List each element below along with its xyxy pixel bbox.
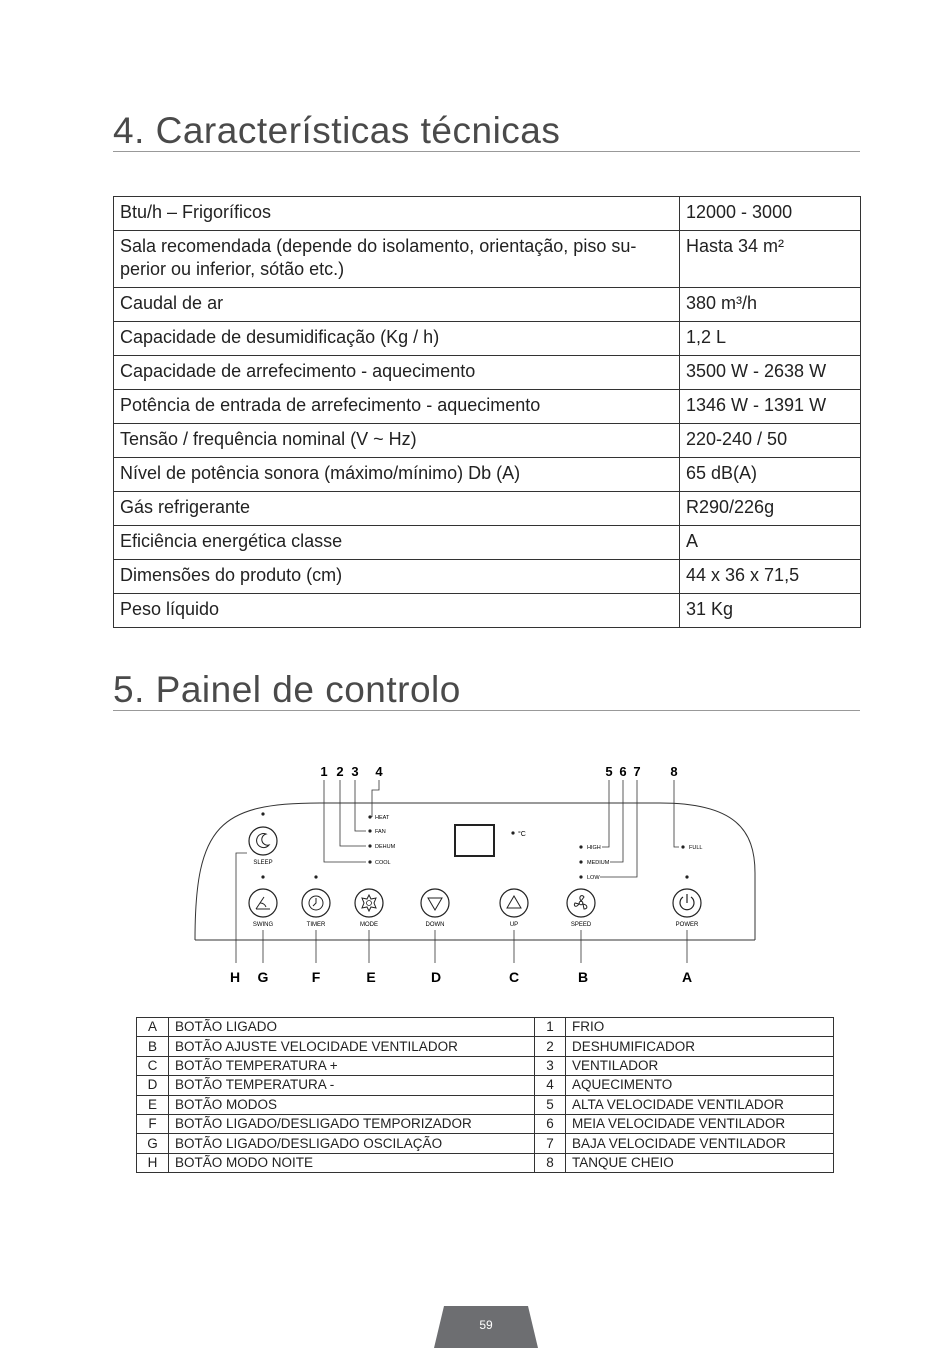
spec-value: 1346 W - 1391 W <box>680 390 861 424</box>
spec-label: Tensão / frequência nominal (V ~ Hz) <box>114 424 680 458</box>
legend-description: BOTÃO MODO NOITE <box>169 1153 535 1172</box>
legend-number: 6 <box>535 1114 566 1133</box>
down-button[interactable] <box>421 889 449 917</box>
temperature-display <box>455 825 494 856</box>
legend-letter: G <box>137 1134 169 1153</box>
triangle-up-icon <box>507 896 521 908</box>
spec-value: 31 Kg <box>680 594 861 628</box>
spec-row <box>114 356 861 390</box>
indicator-medium: MEDIUM <box>587 860 610 866</box>
letter-e: E <box>366 969 376 985</box>
power-icon <box>680 894 694 910</box>
legend-description: BOTÃO LIGADO/DESLIGADO TEMPORIZADOR <box>169 1114 535 1133</box>
legend-row <box>137 1076 834 1095</box>
legend-meaning: ALTA VELOCIDADE VENTILADOR <box>566 1095 834 1114</box>
sleep-button[interactable] <box>249 827 277 855</box>
moon-icon <box>257 834 269 848</box>
spec-label: Peso líquido <box>114 594 680 628</box>
spec-label: Nível de potência sonora (máximo/mínimo) Db (A) <box>114 458 680 492</box>
indicator-full: FULL <box>689 845 703 851</box>
legend-row <box>137 1114 834 1133</box>
number-5: 5 <box>605 764 613 779</box>
power-button[interactable] <box>673 889 701 917</box>
timer-label: TIMER <box>306 922 326 928</box>
spec-value: Hasta 34 m² <box>680 231 861 288</box>
legend-letter: E <box>137 1095 169 1114</box>
triangle-down-icon <box>428 898 442 910</box>
letter-c: C <box>508 969 520 985</box>
number-7: 7 <box>633 764 641 779</box>
spec-label: Capacidade de arrefecimento - aquecimento <box>114 356 680 390</box>
spec-label: Caudal de ar <box>114 288 680 322</box>
indicator-fan: FAN <box>375 829 386 835</box>
spec-row <box>114 424 861 458</box>
spec-label: Dimensões do produto (cm) <box>114 560 680 594</box>
legend-letter: H <box>137 1153 169 1172</box>
spec-row <box>114 594 861 628</box>
legend-meaning: AQUECIMENTO <box>566 1076 834 1095</box>
spec-row <box>114 231 861 288</box>
legend-row <box>137 1018 834 1037</box>
mode-button[interactable] <box>355 889 383 917</box>
number-1: 1 <box>320 764 328 779</box>
legend-meaning: DESHUMIFICADOR <box>566 1037 834 1056</box>
section-5-title: 5. Painel de controlo <box>113 671 860 711</box>
spec-value: 380 m³/h <box>680 288 861 322</box>
number-3: 3 <box>351 764 359 779</box>
spec-row <box>114 322 861 356</box>
legend-row <box>137 1095 834 1114</box>
indicator-dehum: DEHUM <box>375 844 396 850</box>
legend-meaning: FRIO <box>566 1018 834 1037</box>
legend-description: BOTÃO LIGADO <box>169 1018 535 1037</box>
spec-value: R290/226g <box>680 492 861 526</box>
number-6: 6 <box>619 764 627 779</box>
indicator-heat: HEAT <box>375 815 390 821</box>
power-label: POWER <box>675 922 699 928</box>
spec-label: Capacidade de desumidificação (Kg / h) <box>114 322 680 356</box>
page-number-tab <box>434 1306 538 1348</box>
control-panel-diagram <box>190 755 760 995</box>
mode-icon <box>362 895 376 911</box>
legend-description: BOTÃO LIGADO/DESLIGADO OSCILAÇÃO <box>169 1134 535 1153</box>
number-8: 8 <box>670 764 678 779</box>
spec-value: 12000 - 3000 <box>680 197 861 231</box>
spec-value: 1,2 L <box>680 322 861 356</box>
mode-label: MODE <box>360 922 378 928</box>
specs-table <box>113 196 861 628</box>
spec-value: 65 dB(A) <box>680 458 861 492</box>
letter-f: F <box>311 969 321 985</box>
legend-meaning: TANQUE CHEIO <box>566 1153 834 1172</box>
legend-meaning: BAJA VELOCIDADE VENTILADOR <box>566 1134 834 1153</box>
legend-description: BOTÃO TEMPERATURA + <box>169 1056 535 1075</box>
speed-label: SPEED <box>570 922 592 928</box>
spec-value: A <box>680 526 861 560</box>
spec-row <box>114 526 861 560</box>
legend-number: 5 <box>535 1095 566 1114</box>
legend-letter: C <box>137 1056 169 1075</box>
legend-meaning: MEIA VELOCIDADE VENTILADOR <box>566 1114 834 1133</box>
indicator-low: LOW <box>587 875 600 881</box>
fan-icon <box>574 896 587 909</box>
timer-button[interactable] <box>302 889 330 917</box>
legend-number: 2 <box>535 1037 566 1056</box>
page-number: 59 <box>479 1318 493 1332</box>
spec-row <box>114 560 861 594</box>
spec-value: 44 x 36 x 71,5 <box>680 560 861 594</box>
legend-description: BOTÃO TEMPERATURA - <box>169 1076 535 1095</box>
swing-button[interactable] <box>249 889 277 917</box>
letter-d: D <box>430 969 442 985</box>
legend-number: 7 <box>535 1134 566 1153</box>
legend-table <box>136 1017 834 1173</box>
unit-celsius: °C <box>518 831 526 838</box>
spec-row <box>114 492 861 526</box>
panel-outline <box>195 803 755 940</box>
swing-icon <box>256 897 270 909</box>
up-button[interactable] <box>500 889 528 917</box>
down-label: DOWN <box>425 922 445 928</box>
legend-number: 8 <box>535 1153 566 1172</box>
spec-row <box>114 390 861 424</box>
indicator-high: HIGH <box>587 845 601 851</box>
letter-b: B <box>577 969 589 985</box>
legend-row <box>137 1153 834 1172</box>
legend-number: 3 <box>535 1056 566 1075</box>
legend-description: BOTÃO AJUSTE VELOCIDADE VENTILADOR <box>169 1037 535 1056</box>
spec-row <box>114 197 861 231</box>
spec-label: Potência de entrada de arrefecimento - aquecimento <box>114 390 680 424</box>
legend-row <box>137 1037 834 1056</box>
up-label: UP <box>509 922 519 928</box>
legend-meaning: VENTILADOR <box>566 1056 834 1075</box>
legend-letter: D <box>137 1076 169 1095</box>
number-4: 4 <box>375 764 383 779</box>
sleep-label: SLEEP <box>253 860 273 866</box>
number-2: 2 <box>336 764 344 779</box>
swing-label: SWING <box>252 922 274 928</box>
legend-row <box>137 1134 834 1153</box>
letter-h: H <box>229 969 241 985</box>
section-4-title: 4. Características técnicas <box>113 112 860 152</box>
spec-label: Gás refrigerante <box>114 492 680 526</box>
letter-a: A <box>681 969 693 985</box>
spec-label: Btu/h – Frigoríficos <box>114 197 680 231</box>
spec-label: Sala recomendada (depende do isolamento, orientação, piso su-perior ou inferior, sótão etc.) <box>114 231 680 288</box>
legend-letter: F <box>137 1114 169 1133</box>
legend-number: 1 <box>535 1018 566 1037</box>
spec-row <box>114 288 861 322</box>
spec-row <box>114 458 861 492</box>
spec-value: 3500 W - 2638 W <box>680 356 861 390</box>
legend-description: BOTÃO MODOS <box>169 1095 535 1114</box>
legend-number: 4 <box>535 1076 566 1095</box>
legend-letter: B <box>137 1037 169 1056</box>
letter-g: G <box>257 969 269 985</box>
legend-row <box>137 1056 834 1075</box>
speed-button[interactable] <box>567 889 595 917</box>
legend-letter: A <box>137 1018 169 1037</box>
indicator-cool: COOL <box>375 860 391 866</box>
spec-value: 220-240 / 50 <box>680 424 861 458</box>
spec-label: Eficiência energética classe <box>114 526 680 560</box>
